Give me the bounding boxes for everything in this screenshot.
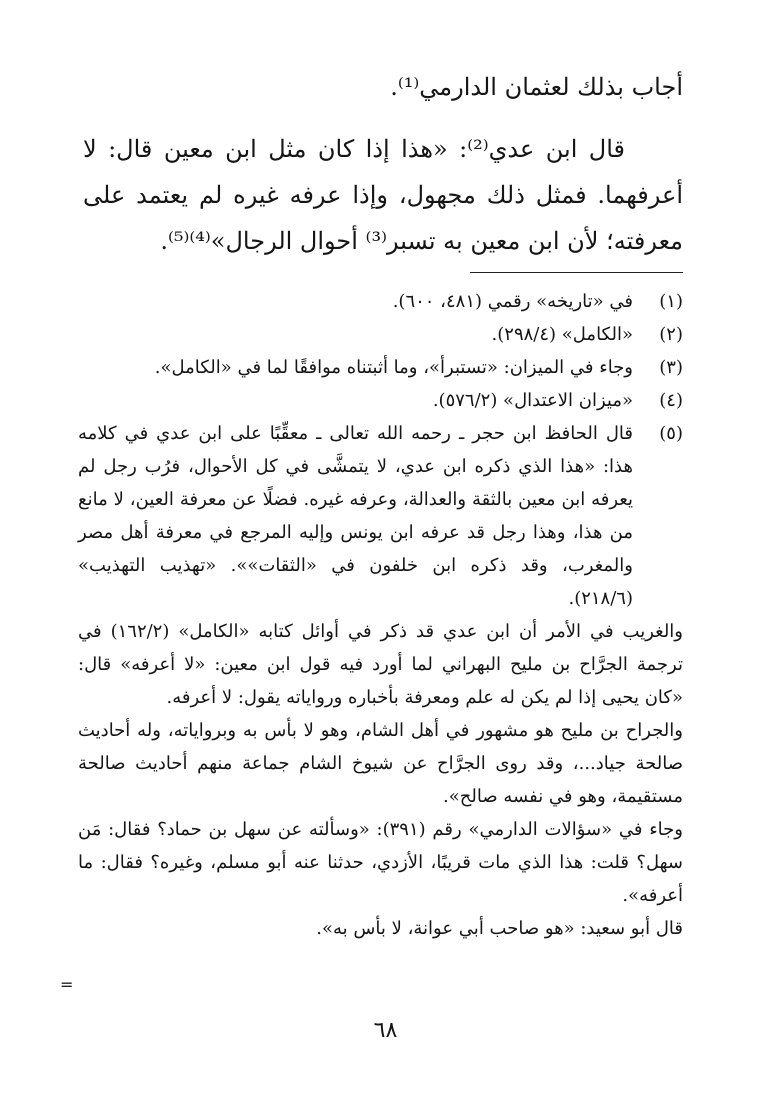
footnotes: [78, 285, 683, 945]
page-number: ٦٨: [373, 1018, 398, 1043]
main-paragraph-2: قال ابن عدي⁽²⁾: «هذا إذا كان مثل ابن معين قال: لا أعرفهما. فمثل ذلك مجهول، وإذا عرفه غيره لم يعتمد على معرفته؛ لأن ابن معين به تسبر⁽³⁾ أحوال الرجال»⁽⁴⁾⁽⁵⁾.: [83, 135, 683, 255]
footnote-5: [78, 417, 683, 945]
footnote-5-paragraph-5: قال أبو سعيد: «هو صاحب أبي عوانة، لا بأس به».: [316, 918, 683, 939]
footnote-number: (٢): [659, 324, 683, 345]
footnote-number: (١): [659, 291, 683, 312]
footnote-number: (٥): [659, 423, 683, 444]
footnote-4: [78, 384, 683, 417]
footnote-2: [78, 318, 683, 351]
footnote-5-paragraph-1: قال الحافظ ابن حجر ـ رحمه الله تعالى ـ معقِّبًا على ابن عدي في كلامه هذا: «هذا الذي ذكره ابن عدي، لا يتمشَّى في كل الأحوال، فرُب رجل لم يعرفه ابن معين بالثقة والعدالة، وعرفه غيره. فضلًا عن معرفة العين، لا مانع من هذا، وهذا رجل قد عرفه ابن يونس وإليه المرجع في معرفة أهل مصر والمغرب، وقد ذكره ابن خلفون في «الثقات»». «تهذيب التهذيب» (٢١٨/٦).: [78, 423, 633, 609]
footnote-3: [78, 351, 683, 384]
footnote-number: (٣): [659, 357, 683, 378]
footnote-5-paragraph-2: والغريب في الأمر أن ابن عدي قد ذكر في أوائل كتابه «الكامل» (١٦٢/٢) في ترجمة الجرَّاح بن مليح البهراني لما أورد فيه قول ابن معين: «لا أعرفه» قال: «كان يحيى إذا لم يكن له علم ومعرفة بأخباره ورواياته يقول: لا أعرفه.: [78, 621, 684, 708]
continuation-mark: =: [60, 975, 74, 994]
footnote-5-paragraph-4: وجاء في «سؤالات الدارمي» رقم (٣٩١): «وسألته عن سهل بن حماد؟ فقال: مَن سهل؟ قلت: هذا الذي مات قريبًا، الأزدي، حدثنا عنه أبو مسلم، وغيره؟ فقال: ما أعرفه».: [78, 819, 683, 906]
footnote-text: «الكامل» (٢٩٨/٤).: [491, 324, 633, 345]
footnote-text: «ميزان الاعتدال» (٥٧٦/٢).: [432, 390, 633, 411]
footnote-text: في «تاريخه» رقمي (٤٨١، ٦٠٠).: [392, 291, 633, 312]
footnote-text: [78, 417, 684, 945]
footnote-1: [78, 285, 683, 318]
footnote-text: وجاء في الميزان: «تستبرأ»، وما أثبتناه موافقًا لما في «الكامل».: [154, 357, 633, 378]
footnote-5-paragraph-3: والجراح بن مليح هو مشهور في أهل الشام، وهو لا بأس به وبرواياته، وله أحاديث صالحة جياد...، وقد روى الجرَّاح عن شيوخ الشام جماعة منهم أحاديث صالحة مستقيمة، وهو في نفسه صالح».: [78, 720, 683, 807]
main-text: [83, 64, 683, 264]
main-paragraph-1: أجاب بذلك لعثمان الدارمي⁽¹⁾.: [390, 73, 683, 101]
footnote-number: (٤): [659, 390, 683, 411]
footnote-divider: [470, 272, 683, 273]
